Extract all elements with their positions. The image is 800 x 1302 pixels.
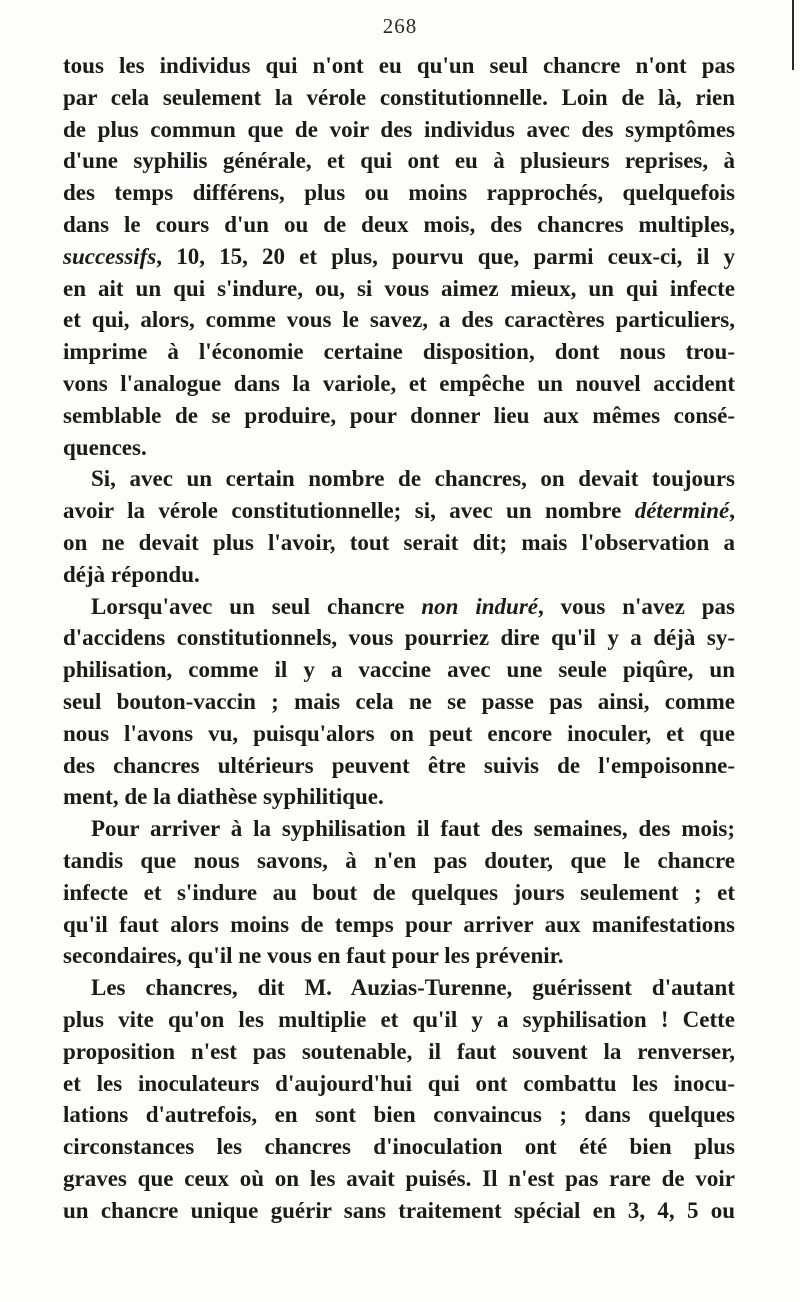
text-segment: déjà répondu. (63, 561, 200, 587)
text-line (63, 972, 735, 1004)
text-segment: Pour arriver à la syphilisation il faut des semaines, des mois; (91, 816, 735, 842)
text-line (63, 209, 735, 241)
text-segment: infecte et s'indure au bout de quelques jours seulement ; et (63, 879, 735, 905)
text-line (63, 1131, 735, 1163)
text-line (63, 877, 735, 909)
text-line (63, 1099, 735, 1131)
text-segment: un chancre unique guérir sans traitement spécial en 3, 4, 5 ou (63, 1197, 735, 1223)
text-line (63, 718, 735, 750)
italic-text: successifs (63, 243, 157, 269)
text-segment: on ne devait plus l'avoir, tout serait dit; mais l'observation a (63, 529, 735, 555)
text-segment: d'une syphilis générale, et qui ont eu à plusieurs reprises, à (63, 148, 735, 174)
text-line (63, 686, 735, 718)
text-segment: lations d'autrefois, en sont bien convaincus ; dans quelques (63, 1102, 735, 1128)
text-line (63, 813, 735, 845)
text-line (63, 750, 735, 782)
text-line (63, 527, 735, 559)
text-segment: d'accidens constitutionnels, vous pourriez dire qu'il y a déjà sy- (63, 625, 735, 651)
text-line (63, 495, 735, 527)
text-line (63, 273, 735, 305)
text-line (63, 400, 735, 432)
text-segment: plus vite qu'on les multiplie et qu'il y a syphilisation ! Cette (63, 1006, 735, 1032)
page-number: 268 (382, 14, 418, 38)
text-segment: nous l'avons vu, puisqu'alors on peut encore inoculer, et que (63, 720, 735, 746)
text-segment: , (729, 498, 735, 524)
text-line (63, 336, 735, 368)
text-line (63, 1068, 735, 1100)
text-line (63, 463, 735, 495)
text-segment: par cela seulement la vérole constitutionnelle. Loin de là, rien (63, 84, 735, 110)
text-line (63, 1004, 735, 1036)
text-line (63, 845, 735, 877)
text-segment: qu'il faut alors moins de temps pour arriver aux manifestations (63, 911, 735, 937)
text-line (63, 1163, 735, 1195)
text-segment: semblable de se produire, pour donner lieu aux mêmes consé- (63, 402, 735, 428)
text-segment: seul bouton-vaccin ; mais cela ne se passe pas ainsi, comme (63, 688, 735, 714)
text-segment: ment, de la diathèse syphilitique. (63, 784, 384, 810)
text-line (63, 622, 735, 654)
text-segment: philisation, comme il y a vaccine avec une seule piqûre, un (63, 657, 735, 683)
text-segment: , 10, 15, 20 et plus, pourvu que, parmi ceux-ci, il y (156, 243, 735, 269)
text-segment: tandis que nous savons, à n'en pas douter, que le chancre (63, 847, 735, 873)
text-segment: proposition n'est pas soutenable, il faut souvent la renverser, (63, 1038, 735, 1064)
text-segment: vons l'analogue dans la variole, et empêche un nouvel accident (63, 370, 735, 396)
text-line (63, 559, 735, 591)
text-segment: imprime à l'économie certaine disposition, dont nous trou- (63, 339, 735, 365)
text-segment: secondaires, qu'il ne vous en faut pour les prévenir. (63, 943, 564, 969)
text-segment: et les inoculateurs d'aujourd'hui qui ont combattu les inocu- (63, 1070, 735, 1096)
text-line (63, 909, 735, 941)
text-segment: quences. (63, 434, 147, 460)
text-line (63, 82, 735, 114)
text-segment: circonstances les chancres d'inoculation ont été bien plus (63, 1134, 735, 1160)
text-line (63, 114, 735, 146)
body-text (63, 50, 735, 1226)
text-segment: graves que ceux où on les avait puisés. Il n'est pas rare de voir (63, 1165, 735, 1191)
text-line (63, 50, 735, 82)
text-line (63, 654, 735, 686)
text-line (63, 591, 735, 623)
text-segment: tous les individus qui n'ont eu qu'un seul chancre n'ont pas (63, 53, 735, 78)
italic-text: non induré (421, 593, 538, 619)
text-segment: dans le cours d'un ou de deux mois, des chancres multiples, (63, 211, 735, 237)
text-segment: avoir la vérole constitutionnelle; si, avec un nombre (63, 498, 635, 524)
italic-text: déterminé (634, 498, 730, 524)
text-line (63, 1036, 735, 1068)
text-segment: des chancres ultérieurs peuvent être suivis de l'empoisonne- (63, 752, 735, 778)
text-segment: en ait un qui s'indure, ou, si vous aimez mieux, un qui infecte (63, 275, 735, 301)
text-segment: , vous n'avez pas (537, 593, 735, 619)
text-line (63, 304, 735, 336)
text-segment: Si, avec un certain nombre de chancres, on devait toujours (91, 466, 735, 492)
text-segment: et qui, alors, comme vous le savez, a des caractères particuliers, (63, 307, 735, 333)
text-segment: des temps différens, plus ou moins rapprochés, quelquefois (63, 180, 735, 206)
text-line (63, 940, 735, 972)
text-line (63, 432, 735, 464)
text-line (63, 1195, 735, 1227)
text-line (63, 368, 735, 400)
text-segment: de plus commun que de voir des individus avec des symptômes (63, 116, 735, 142)
text-line (63, 781, 735, 813)
text-line (63, 177, 735, 209)
text-line (63, 241, 735, 273)
text-segment: Les chancres, dit M. Auzias-Turenne, guérissent d'autant (91, 975, 735, 1001)
text-line (63, 145, 735, 177)
text-segment: Lorsqu'avec un seul chancre (91, 593, 422, 619)
